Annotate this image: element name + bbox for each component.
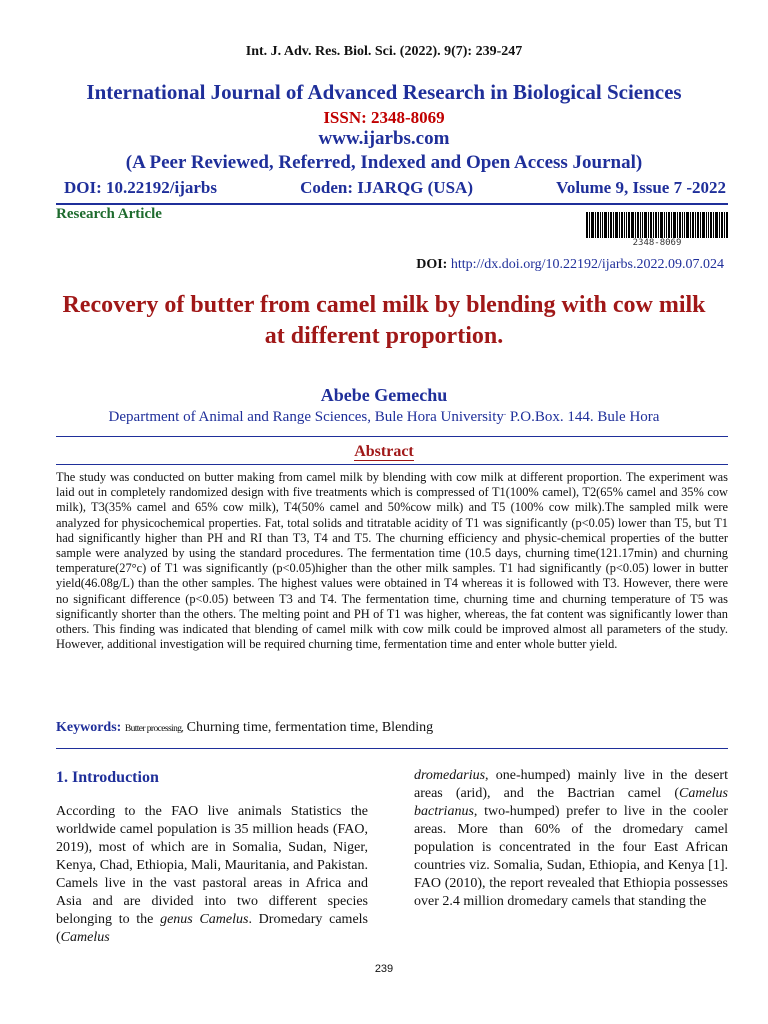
abstract-heading-wrap <box>0 443 768 461</box>
article-doi <box>0 257 724 273</box>
journal-name: International Journal of Advanced Research in Biological Sciences <box>86 80 682 104</box>
abstract-text: The study was conducted on butter making from camel milk by blending with cow milk at different proportion. The experiment was laid out in completely randomized design with five treatments which is compressed of T1(100% camel), T2(65% camel and 35% cow milk), T3(35% camel and 65% cow milk), T4(50% camel and 50%cow milk) and T5 (100% cow milk).The sampled milk were analyzed for physicochemical properties. Fat, total solids and titratable acidity of T1 was significantly (p<0.05) lower than T5, but T1 had significantly higher than PH and RI than T3, T4 and T5. The churning efficiency and physic-chemical properties of the butter sample were analyzed by using the standard procedures. The fermentation time (10.5 days, churning time(121.17min) and churning temperature(27°c) of T1 was significantly (p<0.05)higher than the other milk samples. T1 had significantly (p<0.05) lower in butter yield(46.08g/L) than the other samples. The highest values were obtained in T4 whereas it is followed with T3. However, there were no significant difference (p<0.05) between T3 and T4. The fermentation time, churning time and churning temperature of T5 was significantly shorter than the others. The melting point and PH of T1 was higher, whereas, the fat content was significantly lower than others. This finding was indicated that blending of camel milk with cow milk could be improved almost all parameters of the study. However, additional investigation will be required churning time, fermentation time and enter whole butter yield. <box>56 470 728 652</box>
peer-review-statement: (A Peer Reviewed, Referred, Indexed and Open Access Journal) <box>125 152 643 173</box>
article-title: Recovery of butter from camel milk by blending with cow milk at different proportion. <box>62 292 706 349</box>
keyword-butter-processing: Butter processing, <box>124 724 184 734</box>
barcode-icon <box>586 212 728 238</box>
article-type: Research Article <box>56 206 162 222</box>
abstract-divider <box>56 464 728 465</box>
affiliation-separator: . <box>503 407 507 417</box>
keywords-label: Keywords: <box>56 720 122 735</box>
article-doi-label: DOI: <box>416 257 448 272</box>
journal-website[interactable]: www.ijarbs.com <box>318 128 450 149</box>
intro-species: Camelus <box>60 930 110 945</box>
article-doi-link[interactable]: http://dx.doi.org/10.22192/ijarbs.2022.09.07.024 <box>450 257 724 272</box>
keywords-divider <box>56 748 728 749</box>
intro-left-text: According to the FAO live animals Statistics the worldwide camel population is 35 million heads (FAO, 2019), most of which are in Somalia, Sudan, Niger, Kenya, Chad, Ethiopia, Mali, Mauritania, and Pakistan. Camels live in the vast pastoral areas in Africa and Asia and are divided into two different species belonging to the <box>56 804 368 927</box>
journal-volume: Volume 9, Issue 7 -2022 <box>556 178 726 197</box>
author-affiliation <box>0 407 768 426</box>
barcode-number: 2348-8069 <box>632 238 682 248</box>
journal-coden: Coden: IJARQG (USA) <box>300 178 473 197</box>
page-number: 239 <box>374 963 394 975</box>
header-divider <box>56 203 728 205</box>
author-name: Abebe Gemechu <box>320 385 448 405</box>
keywords <box>56 720 728 736</box>
introduction-right-column <box>414 767 728 911</box>
introduction-left-column <box>56 803 368 947</box>
affiliation-address: P.O.Box. 144. Bule Hora <box>506 409 660 425</box>
intro-right-text-2: , two-humped) prefer to live in the cooler areas. More than 60% of the dromedary camel population is concentrated in the four East African countries viz. Somalia, Sudan, Ethiopia, and Kenya [1]. FAO (2010), the report revealed that Ethiopia possesses over 2.4 million dromedary camels that standing the <box>414 804 728 909</box>
abstract-heading: Abstract <box>354 443 414 460</box>
keywords-list: Churning time, fermentation time, Blending <box>183 720 434 735</box>
intro-species-3: Camelus bactrianus <box>414 786 728 819</box>
journal-citation: Int. J. Adv. Res. Biol. Sci. (2022). 9(7): 239-247 <box>245 44 523 59</box>
intro-species-2: dromedarius <box>414 768 486 783</box>
abstract-top-divider <box>56 436 728 437</box>
journal-meta-row <box>64 178 726 198</box>
intro-left-text-2: . Dromedary camels ( <box>56 912 368 945</box>
introduction-heading: 1. Introduction <box>56 769 159 786</box>
affiliation-department: Department of Animal and Range Sciences, Bule Hora University <box>108 409 504 425</box>
intro-genus: genus Camelus <box>160 912 249 927</box>
issn: ISSN: 2348-8069 <box>323 108 445 127</box>
journal-doi: DOI: 10.22192/ijarbs <box>64 178 217 197</box>
intro-right-text: , one-humped) mainly live in the desert areas (arid), and the Bactrian camel ( <box>414 768 728 801</box>
